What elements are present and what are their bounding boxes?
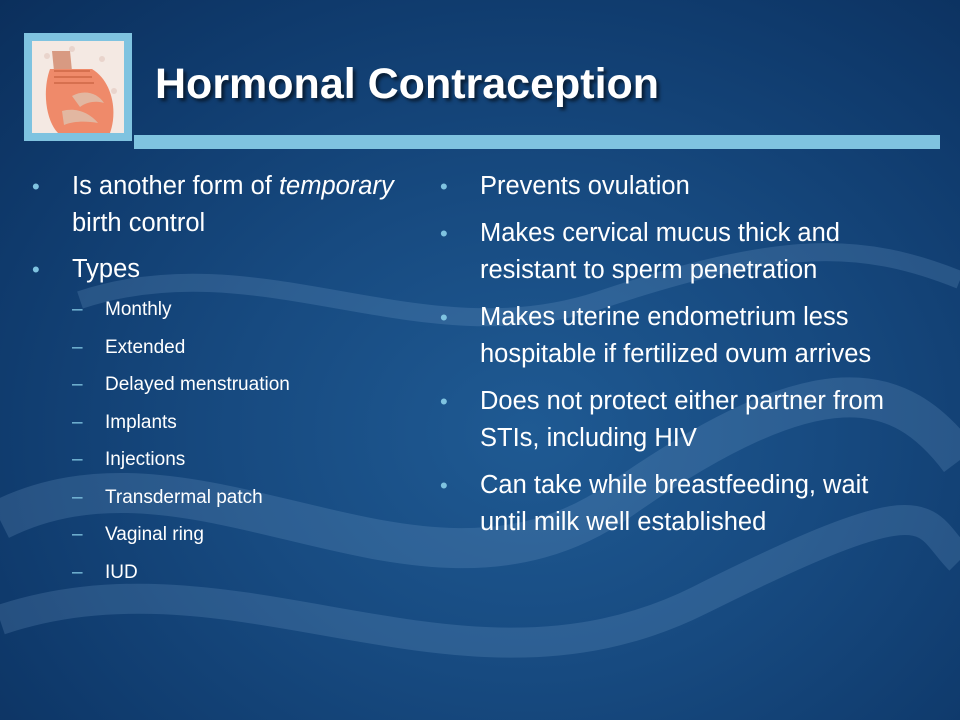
- sub-item-text: Transdermal patch: [105, 486, 263, 508]
- dash-icon: –: [72, 449, 83, 470]
- bullet-text: Prevents ovulation: [480, 172, 690, 200]
- bullet-no-sti-protection: [440, 383, 920, 457]
- types-sub-list: [72, 291, 412, 591]
- bullet-icon: •: [440, 473, 448, 498]
- sub-item-monthly: [72, 291, 412, 329]
- sub-item-text: Implants: [105, 411, 177, 433]
- dash-icon: –: [72, 561, 83, 583]
- bullet-breastfeeding: [440, 467, 920, 541]
- sub-item-text: Injections: [105, 449, 186, 470]
- sub-item-iud: [72, 554, 412, 592]
- bullet-text: Can take while breastfeeding, wait until milk well established: [480, 471, 869, 536]
- bullet-text: Does not protect either partner from STIs, including HIV: [480, 387, 884, 452]
- bullet-text-emphasis: temporary: [278, 172, 394, 200]
- dash-icon: –: [72, 411, 83, 433]
- bullet-types: [32, 251, 412, 591]
- bullet-prevents-ovulation: [440, 168, 920, 205]
- bullet-text-post: birth control: [72, 209, 206, 237]
- sub-item-extended: [72, 329, 412, 367]
- bullet-icon: •: [32, 174, 40, 199]
- bullet-icon: •: [440, 174, 448, 199]
- title-accent-bar: [134, 135, 940, 149]
- sub-item-text: Extended: [105, 336, 186, 358]
- bullet-icon: •: [440, 389, 448, 414]
- photo-frame: [24, 33, 132, 141]
- sub-item-text: Vaginal ring: [105, 524, 204, 545]
- bullet-text-pre: Is another form of: [72, 172, 279, 200]
- dash-icon: –: [72, 336, 83, 358]
- bullet-text: Makes uterine endometrium less hospitable if fertilized ovum arrives: [480, 303, 872, 368]
- slide-title: Hormonal Contraception: [155, 60, 660, 108]
- dash-icon: –: [72, 299, 83, 320]
- left-bullet-list: [32, 168, 412, 600]
- sub-item-injections: [72, 441, 412, 479]
- sub-item-implants: [72, 404, 412, 442]
- sub-item-delayed-menstruation: [72, 366, 412, 404]
- sub-item-vaginal-ring: [72, 516, 412, 554]
- sub-item-transdermal-patch: [72, 479, 412, 517]
- bullet-uterine-endometrium: [440, 299, 920, 373]
- sub-item-text: Monthly: [105, 299, 172, 320]
- dash-icon: –: [72, 374, 83, 395]
- bullet-text: Types: [72, 255, 141, 283]
- dash-icon: –: [72, 524, 83, 545]
- bullet-icon: •: [32, 257, 40, 282]
- dash-icon: –: [72, 486, 83, 508]
- bullet-text: Makes cervical mucus thick and resistant to sperm penetration: [480, 219, 840, 284]
- bullet-temporary-birth-control: [32, 168, 412, 242]
- sub-item-text: IUD: [105, 561, 138, 583]
- bullet-cervical-mucus: [440, 215, 920, 289]
- right-bullet-list: [440, 168, 920, 551]
- bullet-icon: •: [440, 305, 448, 330]
- bullet-icon: •: [440, 221, 448, 246]
- sub-item-text: Delayed menstruation: [105, 374, 290, 395]
- pregnant-woman-photo: [32, 41, 124, 133]
